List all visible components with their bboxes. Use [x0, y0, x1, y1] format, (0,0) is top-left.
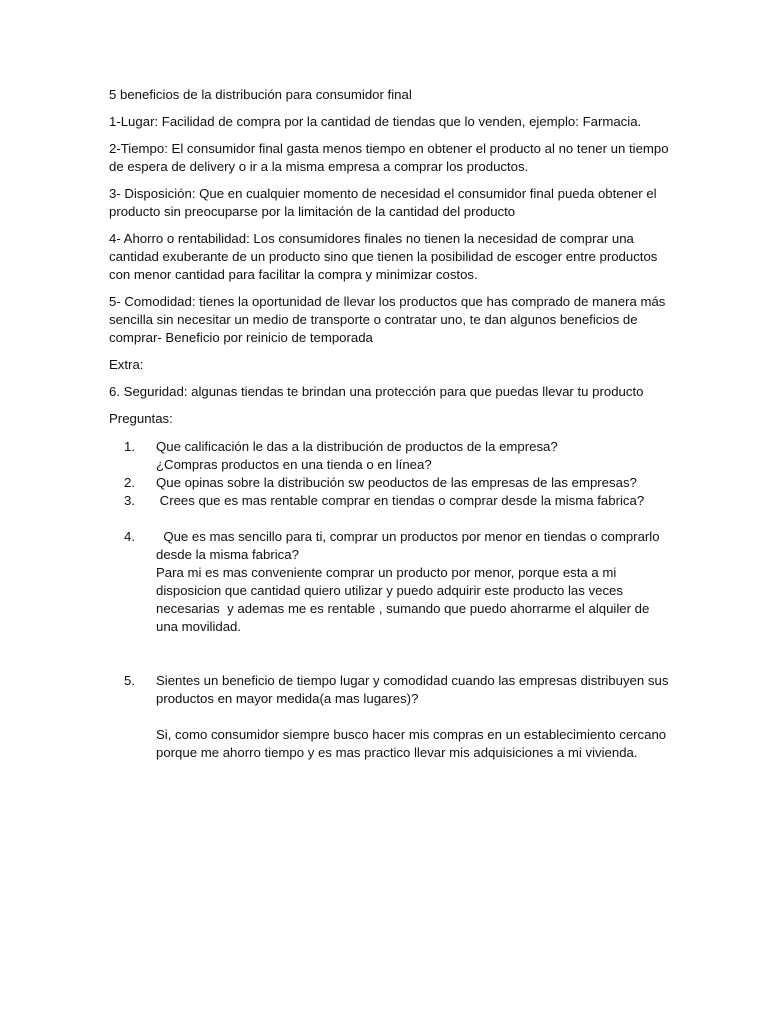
- paragraph-disposicion: 3- Disposición: Que en cualquier momento de necesidad el consumidor final pueda obtener el producto sin preocuparse por la limitación de la cantidad del producto: [109, 186, 657, 219]
- question-text: Que calificación le das a la distribución de productos de la empresa?: [156, 439, 558, 454]
- question-subtext: ¿Compras productos en una tienda o en línea?: [156, 457, 432, 472]
- question-number: 2.: [124, 475, 135, 490]
- paragraph-seguridad: 6. Seguridad: algunas tiendas te brindan una protección para que puedas llevar tu producto: [109, 384, 644, 399]
- paragraph-preguntas: Preguntas:: [109, 411, 173, 426]
- question-item-4: [109, 528, 669, 636]
- document-title: 5 beneficios de la distribución para consumidor final: [109, 87, 412, 102]
- question-number: 1.: [124, 439, 135, 454]
- answer-text: Para mi es mas conveniente comprar un producto por menor, porque esta a mi disposicion que cantidad quiero utilizar y puedo adquirir este producto las veces necesarias y ademas me es rentable , sumando que puedo ahorrarme el alquiler de una movilidad.: [156, 565, 654, 634]
- question-item-2: [109, 474, 669, 492]
- question-number: 5.: [124, 673, 135, 688]
- question-item-5: [109, 672, 669, 762]
- question-text: Crees que es mas rentable comprar en tiendas o comprar desde la misma fabrica?: [156, 493, 645, 508]
- questions-list: [109, 438, 669, 762]
- question-item-1: [109, 438, 669, 474]
- paragraph-extra: Extra:: [109, 357, 144, 372]
- document-content: [109, 86, 669, 762]
- question-text: Que opinas sobre la distribución sw peoductos de las empresas de las empresas?: [156, 475, 637, 490]
- question-number: 3.: [124, 493, 135, 508]
- answer-text: Si, como consumidor siempre busco hacer mis compras en un establecimiento cercano porque me ahorro tiempo y es mas practico llevar mis adquisiciones a mi vivienda.: [156, 727, 667, 760]
- paragraph-tiempo: 2-Tiempo: El consumidor final gasta menos tiempo en obtener el producto al no tener un tiempo de espera de delivery o ir a la misma empresa a comprar los productos.: [109, 141, 669, 174]
- question-number: 4.: [124, 529, 135, 544]
- paragraph-ahorro: 4- Ahorro o rentabilidad: Los consumidores finales no tienen la necesidad de comprar una cantidad exuberante de un producto sino que tienen la posibilidad de escoger entre productos con menor cantidad para facilitar la compra y minimizar costos.: [109, 231, 658, 282]
- question-text: Que es mas sencillo para ti, comprar un productos por menor en tiendas o comprarlo desde la misma fabrica?: [156, 529, 664, 562]
- question-text: Sientes un beneficio de tiempo lugar y comodidad cuando las empresas distribuyen sus productos en mayor medida(a mas lugares)?: [156, 673, 669, 706]
- question-item-3: [109, 492, 669, 510]
- paragraph-comodidad: 5- Comodidad: tienes la oportunidad de llevar los productos que has comprado de manera más sencilla sin necesitar un medio de transporte o contratar uno, te dan algunos beneficios de comprar- Beneficio por reinicio de temporada: [109, 294, 666, 345]
- paragraph-lugar: 1-Lugar: Facilidad de compra por la cantidad de tiendas que lo venden, ejemplo: Farmacia.: [109, 114, 642, 129]
